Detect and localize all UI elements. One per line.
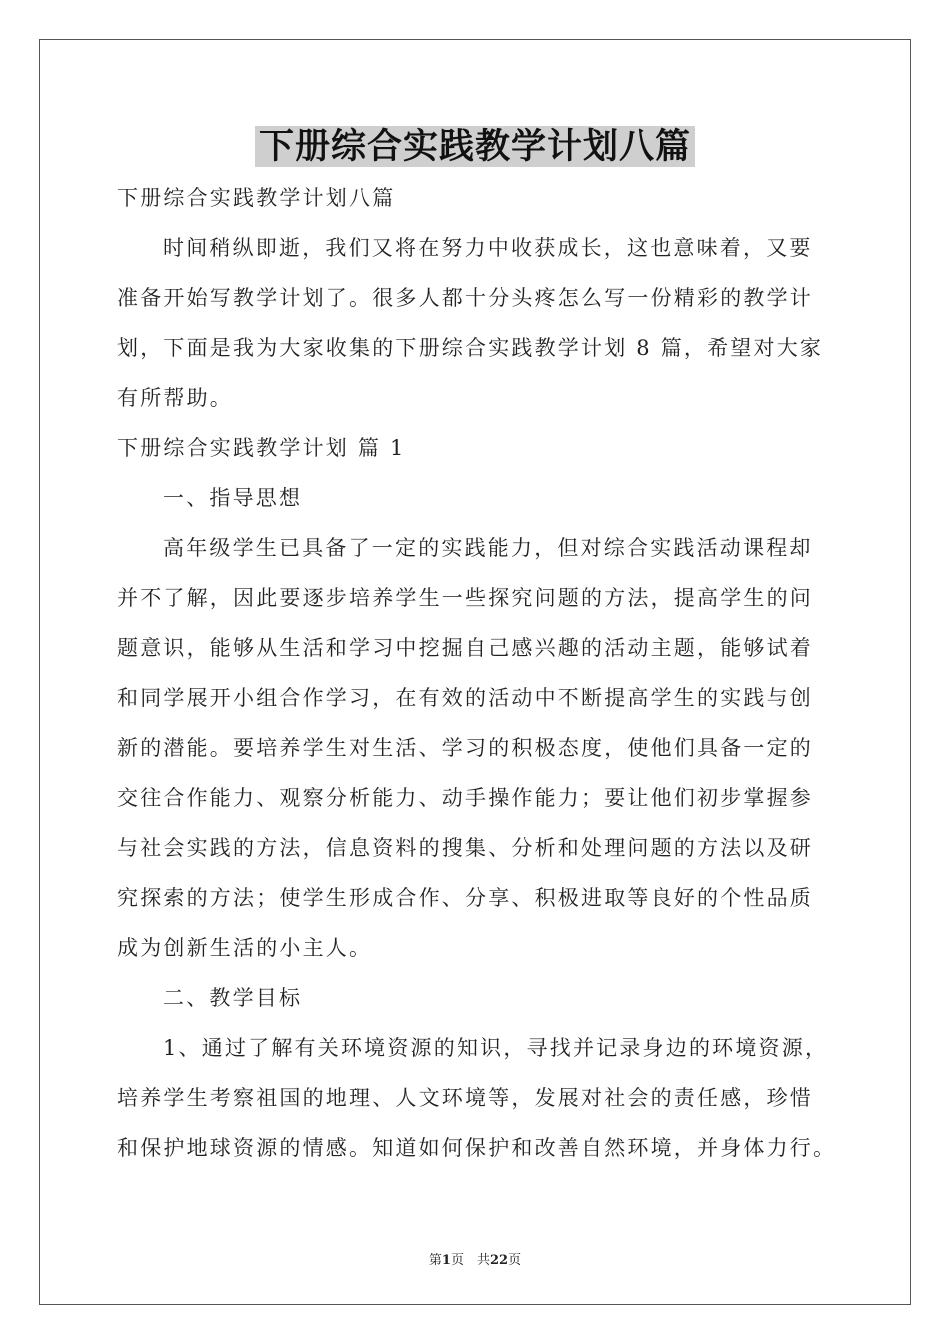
page-number-suffix: 页 xyxy=(508,1253,522,1268)
paragraph-line: 题意识，能够从生活和学习中挖掘自己感兴趣的活动主题，能够试着 xyxy=(117,636,813,660)
paragraph-line: 交往合作能力、观察分析能力、动手操作能力；要让他们初步掌握参 xyxy=(117,786,813,810)
paragraph-line: 时间稍纵即逝，我们又将在努力中收获成长，这也意味着，又要 xyxy=(163,236,813,260)
section-heading: 下册综合实践教学计划 篇 1 xyxy=(117,436,406,460)
paragraph-line: 与社会实践的方法，信息资料的搜集、分析和处理问题的方法以及研 xyxy=(117,836,813,860)
subheading: 二、教学目标 xyxy=(163,986,303,1010)
subheading: 一、指导思想 xyxy=(163,486,303,510)
page-number-prefix: 第 xyxy=(428,1253,442,1268)
paragraph-line: 培养学生考察祖国的地理、人文环境等，发展对社会的责任感，珍惜 xyxy=(117,1086,813,1110)
page-footer xyxy=(0,1249,950,1268)
paragraph-line: 并不了解，因此要逐步培养学生一些探究问题的方法，提高学生的问 xyxy=(117,586,813,610)
paragraph-line: 划，下面是我为大家收集的下册综合实践教学计划 8 篇，希望对大家 xyxy=(117,336,824,360)
document-title-text: 下册综合实践教学计划八篇 xyxy=(255,126,695,167)
paragraph-line: 高年级学生已具备了一定的实践能力，但对综合实践活动课程却 xyxy=(163,536,813,560)
page-number-middle: 页 共 xyxy=(450,1253,490,1268)
document-title xyxy=(0,124,950,170)
total-page-count: 22 xyxy=(489,1253,509,1268)
paragraph-line: 新的潜能。要培养学生对生活、学习的积极态度，使他们具备一定的 xyxy=(117,736,813,760)
paragraph-line: 有所帮助。 xyxy=(117,386,233,410)
paragraph-line: 成为创新生活的小主人。 xyxy=(117,936,373,960)
paragraph-line: 准备开始写教学计划了。很多人都十分头疼怎么写一份精彩的教学计 xyxy=(117,286,813,310)
current-page-number: 1 xyxy=(441,1253,451,1268)
page-border xyxy=(39,39,911,1305)
paragraph-line: 1、通过了解有关环境资源的知识，寻找并记录身边的环境资源， xyxy=(163,1036,829,1060)
subtitle-line: 下册综合实践教学计划八篇 xyxy=(117,186,396,210)
paragraph-line: 究探索的方法；使学生形成合作、分享、积极进取等良好的个性品质 xyxy=(117,886,813,910)
paragraph-line: 和保护地球资源的情感。知道如何保护和改善自然环境，并身体力行。 xyxy=(117,1136,837,1160)
paragraph-line: 和同学展开小组合作学习，在有效的活动中不断提高学生的实践与创 xyxy=(117,686,813,710)
